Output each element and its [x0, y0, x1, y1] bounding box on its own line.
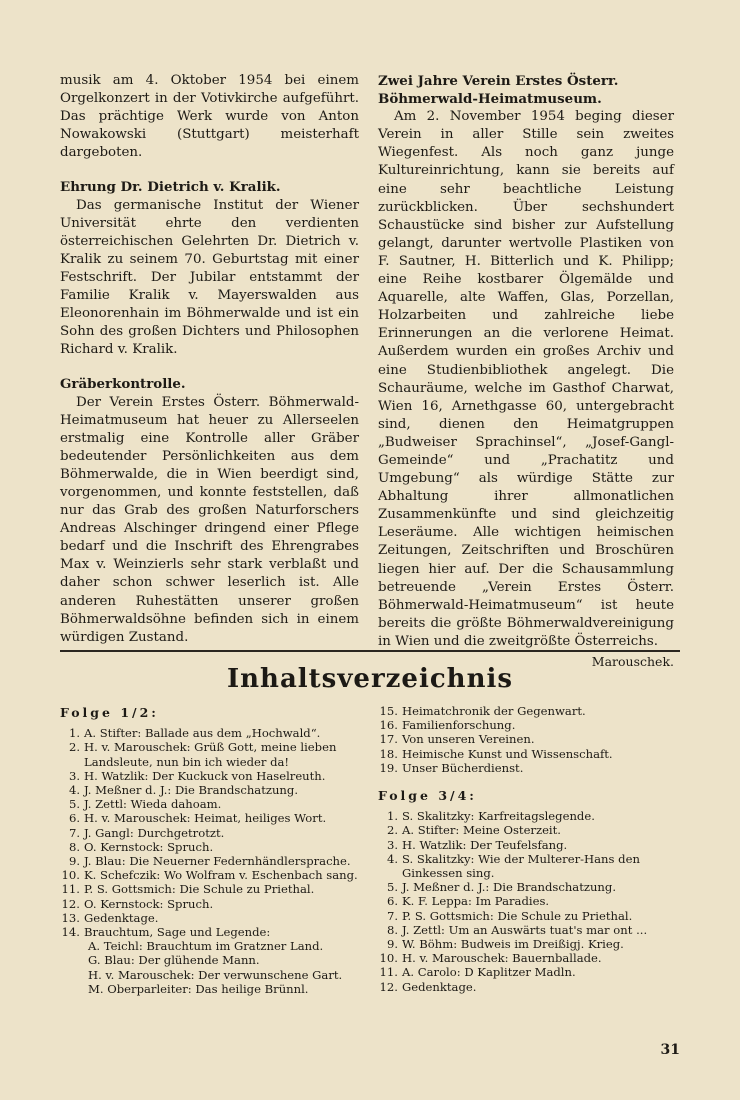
- toc-subentry: H. v. Marouschek: Der verwunschene Gart.: [88, 967, 343, 982]
- toc-entry-text: Unser Bücherdienst.: [402, 760, 524, 775]
- toc-entry: [60, 769, 360, 783]
- toc-entry-number: 9.: [68, 854, 80, 869]
- toc-entry-number: 3.: [68, 768, 80, 783]
- heading-graeberkontrolle: Gräberkontrolle.: [60, 376, 186, 393]
- toc-entry-number: 5.: [68, 797, 80, 812]
- toc-entry-number: 5.: [386, 880, 398, 895]
- toc-entry-number: 2.: [386, 823, 398, 838]
- toc-entry-number: 8.: [68, 839, 80, 854]
- toc-entry: [60, 826, 360, 840]
- toc-entry: [378, 704, 678, 718]
- toc-entry-number: 13.: [61, 910, 80, 925]
- toc-entry-text: K. Schefczik: Wo Wolfram v. Eschenbach sang.: [84, 868, 358, 883]
- toc-entry-number: 7.: [68, 825, 80, 840]
- toc-entry: [60, 811, 360, 825]
- toc-entry-text: K. F. Leppa: Im Paradies.: [402, 894, 550, 909]
- toc-entry-number: 6.: [68, 811, 80, 826]
- toc-list-folge-34: [378, 809, 678, 994]
- heading-kralik: Ehrung Dr. Dietrich v. Kralik.: [60, 179, 281, 196]
- toc-entry-text: S. Skalitzky: Karfreitagslegende.: [402, 809, 595, 824]
- toc-entry-text: Gedenktage.: [402, 979, 477, 994]
- toc-entry: [378, 747, 678, 761]
- heading-heimatmuseum: Zwei Jahre Verein Erstes Österr. Böhmerwald-Heimatmuseum.: [378, 73, 619, 108]
- toc-entry-number: 17.: [379, 732, 398, 747]
- toc-entry-text: Von unseren Vereinen.: [402, 732, 535, 747]
- toc-entry: [378, 909, 678, 923]
- page-number: 31: [660, 1042, 680, 1058]
- toc-entry-text: J. Meßner d. J.: Die Brandschatzung.: [84, 783, 299, 798]
- toc-entry-number: 11.: [61, 882, 80, 897]
- toc-subentry: M. Oberparleiter: Das heilige Brünnl.: [88, 981, 309, 996]
- toc-entry-number: 8.: [386, 922, 398, 937]
- toc-entry-number: 4.: [386, 851, 398, 866]
- toc-entry-text: H. Watzlik: Der Kuckuck von Haselreuth.: [84, 768, 326, 783]
- toc-entry-number: 12.: [61, 896, 80, 911]
- toc-list-folge-12-continued: [378, 704, 678, 775]
- toc-entry: [378, 852, 678, 880]
- toc-entry-number: 3.: [386, 837, 398, 852]
- toc-entry-text: H. v. Marouschek: Heimat, heiliges Wort.: [84, 811, 327, 826]
- toc-entry-text: P. S. Gottsmich: Die Schule zu Priethal.: [84, 882, 315, 897]
- paragraph-continuation: musik am 4. Oktober 1954 bei einem Orgelkonzert in der Votivkirche aufgeführt. Das prächtige Werk wurde von Anton Nowakowski (Stuttgart) meisterhaft dargeboten.: [60, 73, 359, 161]
- toc-entry-number: 12.: [379, 979, 398, 994]
- toc-entry: [378, 718, 678, 732]
- toc-entry: [378, 965, 678, 979]
- toc-entry-text: Brauchtum, Sage und Legende:: [84, 925, 271, 940]
- toc-entry: [378, 809, 678, 823]
- toc-entry-number: 10.: [61, 868, 80, 883]
- toc-entry: [60, 911, 360, 925]
- toc-entry-number: 18.: [379, 746, 398, 761]
- toc-list-folge-12: [60, 726, 360, 939]
- paragraph-graeberkontrolle: Der Verein Erstes Österr. Böhmerwald-Heimatmuseum hat heuer zu Allerseelen erstmalig eine Kontrolle aller Gräber bedeutender Persönlichkeiten aus dem Böhmerwalde, die in Wien beerdigt sind, vorgenommen, und konnte feststellen, daß nur das Grab des großen Naturforschers Andreas Alschinger dringend einer Pflege bedarf und die Inschrift des Ehrengrabes Max v. Weinzierls sehr stark verblaßt und daher schon schwer leserlich ist. Alle anderen Ruhestätten unserer großen Böhmerwaldsöhne befinden sich in einem würdigen Zustand.: [60, 394, 359, 645]
- toc-right-column: [378, 704, 678, 994]
- toc-entry-text: H. v. Marouschek: Bauernballade.: [402, 951, 602, 966]
- toc-entry-text: P. S. Gottsmich: Die Schule zu Priethal.: [402, 908, 633, 923]
- toc-entry-number: 9.: [386, 937, 398, 952]
- toc-entry-text: A. Stifter: Ballade aus dem „Hochwald“.: [84, 726, 321, 741]
- toc-entry: [60, 882, 360, 896]
- toc-entry: [378, 951, 678, 965]
- folge-heading: Folge 3/4:: [378, 788, 477, 804]
- toc-entry-text: J. Zettl: Wieda dahoam.: [84, 797, 222, 812]
- toc-entry: [60, 726, 360, 740]
- toc-entry: [60, 854, 360, 868]
- toc-entry-text: Familienforschung.: [402, 718, 516, 733]
- toc-entry: [378, 732, 678, 746]
- toc-entry-number: 11.: [379, 965, 398, 980]
- toc-left-column: [60, 706, 360, 996]
- toc-entry-text: H. Watzlik: Der Teufelsfang.: [402, 837, 568, 852]
- toc-entry: [378, 980, 678, 994]
- right-column: [378, 72, 674, 671]
- toc-entry: [60, 740, 360, 768]
- toc-entry: [378, 761, 678, 775]
- toc-entry-text: Gedenktage.: [84, 910, 159, 925]
- toc-entry: [378, 937, 678, 951]
- toc-entry: [60, 925, 360, 939]
- toc-subentry: G. Blau: Der glühende Mann.: [88, 953, 260, 968]
- toc-entry-text: W. Böhm: Budweis im Dreißigj. Krieg.: [402, 937, 624, 952]
- toc-entry: [378, 838, 678, 852]
- paragraph-heimatmuseum: Am 2. November 1954 beging dieser Verein in aller Stille sein zweites Wiegenfest. Als noch ganz junge Kultureinrichtung, kann sie bereits auf eine sehr beachtliche Leistung zurückblicken. Über sechshundert Schaustücke sind bisher zur Aufstellung gelangt, darunter wertvolle Plastiken von F. Sautner, H. Bitterlich und K. Philipp; eine Reihe kostbarer Ölgemälde und Aquarelle, alte Waffen, Glas, Porzellan, Holzarbeiten und zahlreiche liebe Erinnerungen an die verlorene Heimat. Außerdem wurden ein großes Archiv und eine Studienbibliothek angelegt. Die Schauräume, welche im Gasthof Charwat, Wien 16, Arnethgasse 60, untergebracht sind, dienen den Heimatgruppen „Budweiser Sprachinsel“, „Josef-Gangl-Gemeinde“ und „Prachatitz und Umgebung“ als würdige Stätte zur Abhaltung ihrer allmonatlichen Zusammenkünfte und sind gleichzeitig Leseräume. Alle wichtigen heimischen Zeitungen, Zeitschriften und Broschüren liegen hier auf. Der die Schausammlung betreuende „Verein Erstes Österr. Böhmerwald-Heimatmuseum“ ist heute bereits die größte Böhmerwaldvereinigung in Wien und die zweitgrößte Österreichs.: [378, 109, 674, 649]
- toc-entry: [378, 923, 678, 937]
- toc-entry: [60, 897, 360, 911]
- toc-entry-text: A. Carolo: D Kaplitzer Madln.: [402, 965, 576, 980]
- toc-entry-number: 16.: [379, 718, 398, 733]
- toc-entry-text: O. Kernstock: Spruch.: [84, 839, 214, 854]
- toc-entry-text: O. Kernstock: Spruch.: [84, 896, 214, 911]
- toc-entry: [60, 868, 360, 882]
- toc-entry-text: H. v. Marouschek: Grüß Gott, meine lieben Landsleute, nun bin ich wieder da!: [84, 740, 337, 769]
- toc-entry-text: J. Meßner d. J.: Die Brandschatzung.: [402, 880, 617, 895]
- toc-entry: [60, 783, 360, 797]
- toc-entry-number: 1.: [386, 809, 398, 824]
- toc-entry-text: J. Gangl: Durchgetrotzt.: [84, 825, 225, 840]
- toc-entry: [378, 880, 678, 894]
- toc-entry: [60, 797, 360, 811]
- toc-entry-number: 10.: [379, 951, 398, 966]
- signature: Marouschek.: [591, 654, 674, 669]
- toc-entry-text: A. Stifter: Meine Osterzeit.: [402, 823, 561, 838]
- toc-entry: [60, 840, 360, 854]
- toc-entry: [378, 823, 678, 837]
- paragraph-kralik: Das germanische Institut der Wiener Universität ehrte den verdienten österreichischen Gelehrten Dr. Dietrich v. Kralik zu seinem 70. Geburtstag mit einer Festschrift. Der Jubilar entstammt der Familie Kralik v. Mayerswalden aus Eleonorenhain im Böhmerwalde und ist ein Sohn des großen Dichters und Philosophen Richard v. Kralik.: [60, 197, 359, 358]
- toc-entry-text: S. Skalitzky: Wie der Multerer-Hans den Ginkessen sing.: [402, 851, 640, 881]
- toc-entry-number: 4.: [68, 783, 80, 798]
- section-divider: [60, 650, 680, 652]
- toc-entry-number: 7.: [386, 908, 398, 923]
- toc-entry-number: 14.: [61, 925, 80, 940]
- toc-entry-number: 1.: [68, 726, 80, 741]
- toc-entry-number: 19.: [379, 760, 398, 775]
- toc-entry-text: J. Zettl: Um an Auswärts tuat's mar ont ...: [402, 922, 648, 937]
- toc-entry-text: Heimische Kunst und Wissenschaft.: [402, 746, 613, 761]
- toc-subentry: A. Teichl: Brauchtum im Gratzner Land.: [88, 939, 324, 954]
- left-column: [60, 72, 359, 647]
- toc-title: Inhaltsverzeichnis: [226, 664, 514, 694]
- toc-entry-text: J. Blau: Die Neuerner Federnhändlersprache.: [84, 854, 351, 869]
- folge-heading: Folge 1/2:: [60, 705, 159, 720]
- toc-entry-text: Heimatchronik der Gegenwart.: [402, 704, 586, 718]
- toc-entry: [378, 894, 678, 908]
- toc-entry-number: 6.: [386, 894, 398, 909]
- toc-entry-number: 15.: [379, 704, 398, 718]
- toc-sublist: [60, 939, 360, 996]
- toc-entry-number: 2.: [68, 740, 80, 755]
